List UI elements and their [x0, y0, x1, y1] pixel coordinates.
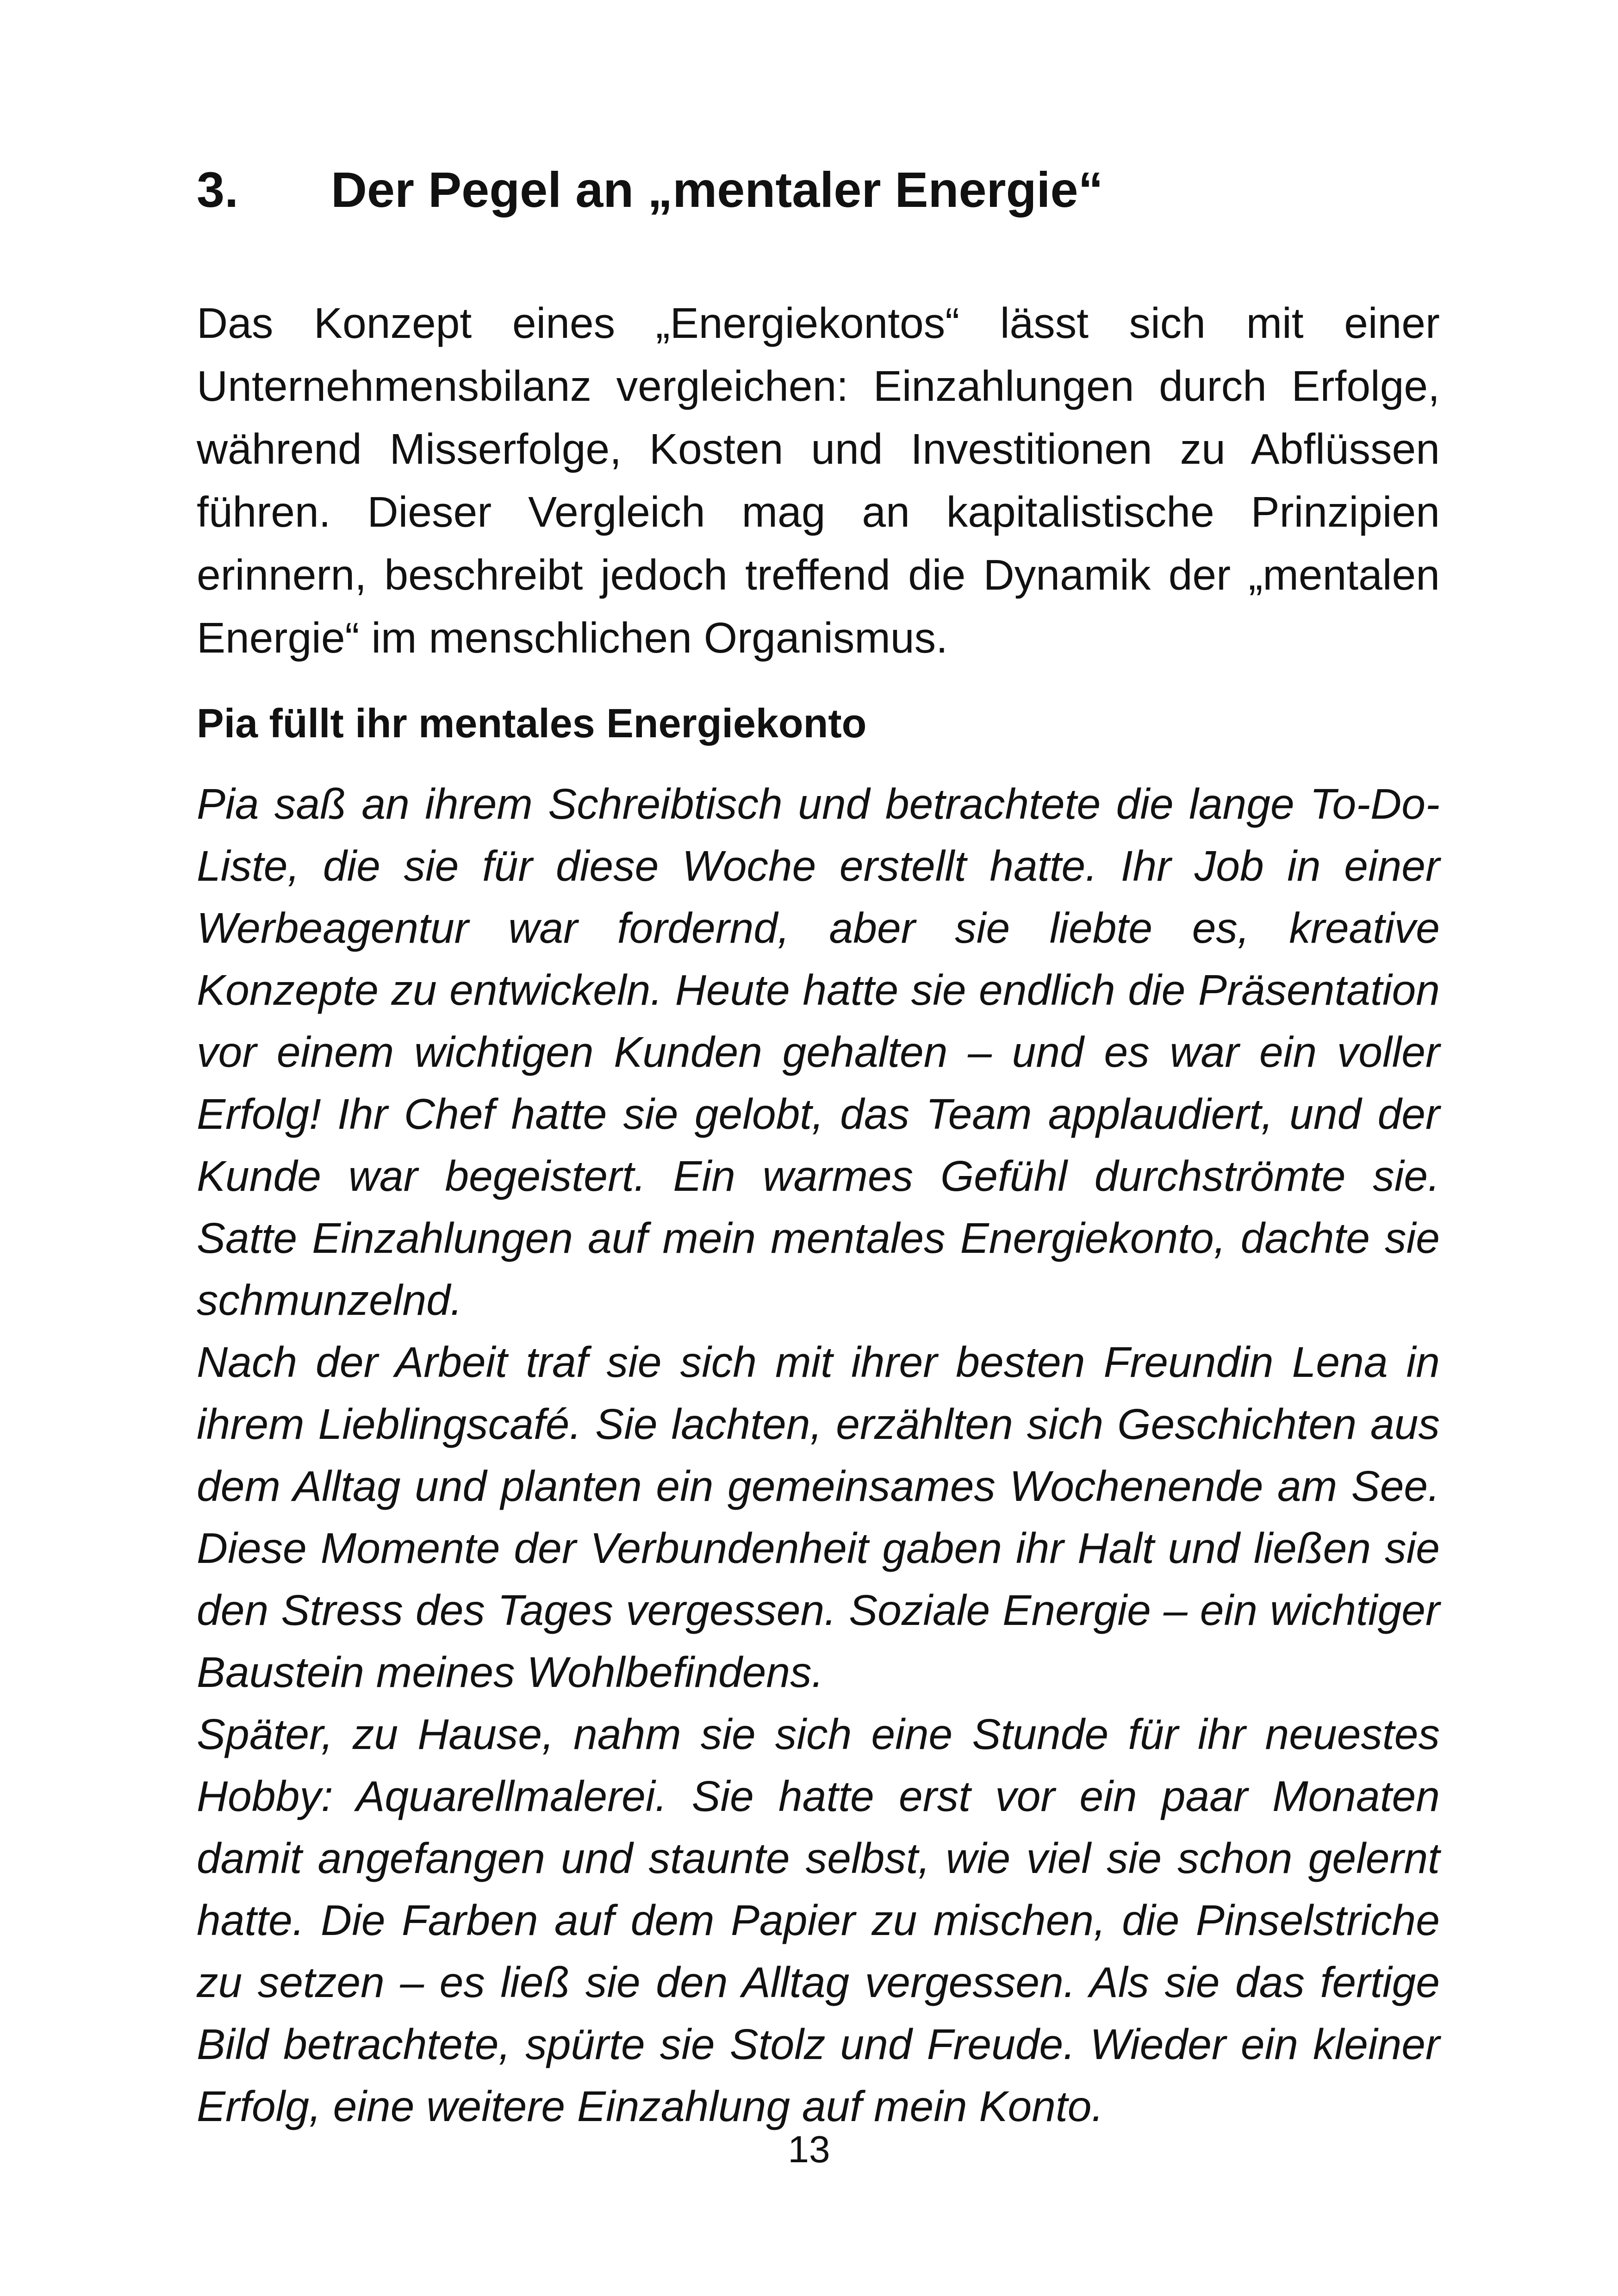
chapter-title: Der Pegel an „mentaler Energie“: [331, 162, 1103, 218]
chapter-number: 3.: [197, 162, 239, 218]
page-number: 13: [788, 2128, 830, 2171]
story-paragraph: Pia saß an ihrem Schreibtisch und betrachtete die lange To-Do-Liste, die sie für diese Woche erstellt hatte. Ihr Job in einer Werbeagentur war fordernd, aber sie liebte es, kreative Konzepte zu entwickeln. Heute hatte sie endlich die Präsentation vor einem wichtigen Kunden gehalten – und es war ein voller Erfolg! Ihr Chef hatte sie gelobt, das Team applaudiert, und der Kunde war begeistert. Ein warmes Gefühl durchströmte sie. Satte Einzahlungen auf mein mentales Energiekonto, dachte sie schmunzelnd.: [197, 780, 1440, 1324]
section-heading: Pia füllt ihr mentales Energiekonto: [197, 700, 867, 746]
chapter-heading: [197, 155, 1437, 224]
story-paragraph: Nach der Arbeit traf sie sich mit ihrer besten Freundin Lena in ihrem Lieblingscafé. Sie lachten, erzählten sich Geschichten aus dem Alltag und planten ein gemeinsames Wochenende am See. Diese Momente der Verbundenheit gaben ihr Halt und ließen sie den Stress des Tages vergessen. Soziale Energie – ein wichtiger Baustein meines Wohlbefindens.: [197, 1338, 1440, 1696]
story-paragraph: Später, zu Hause, nahm sie sich eine Stunde für ihr neuestes Hobby: Aquarellmalerei. Sie hatte erst vor ein paar Monaten damit angefangen und staunte selbst, wie viel sie schon gelernt hatte. Die Farben auf dem Papier zu mischen, die Pinselstriche zu setzen – es ließ sie den Alltag vergessen. Als sie das fertige Bild betrachtete, spürte sie Stolz und Freude. Wieder ein kleiner Erfolg, eine weitere Einzahlung auf mein Konto.: [197, 1710, 1440, 2130]
story-text: [197, 773, 1440, 2137]
intro-paragraph: Das Konzept eines „Energiekontos“ lässt sich mit einer Unternehmensbilanz vergleichen: Einzahlungen durch Erfolge, während Misserfolge, Kosten und Investitionen zu Abflüssen führen. Dieser Vergleich mag an kapitalistische Prinzipien erinnern, beschreibt jedoch treffend die Dynamik der „mentalen Energie“ im menschlichen Organismus.: [197, 299, 1440, 662]
